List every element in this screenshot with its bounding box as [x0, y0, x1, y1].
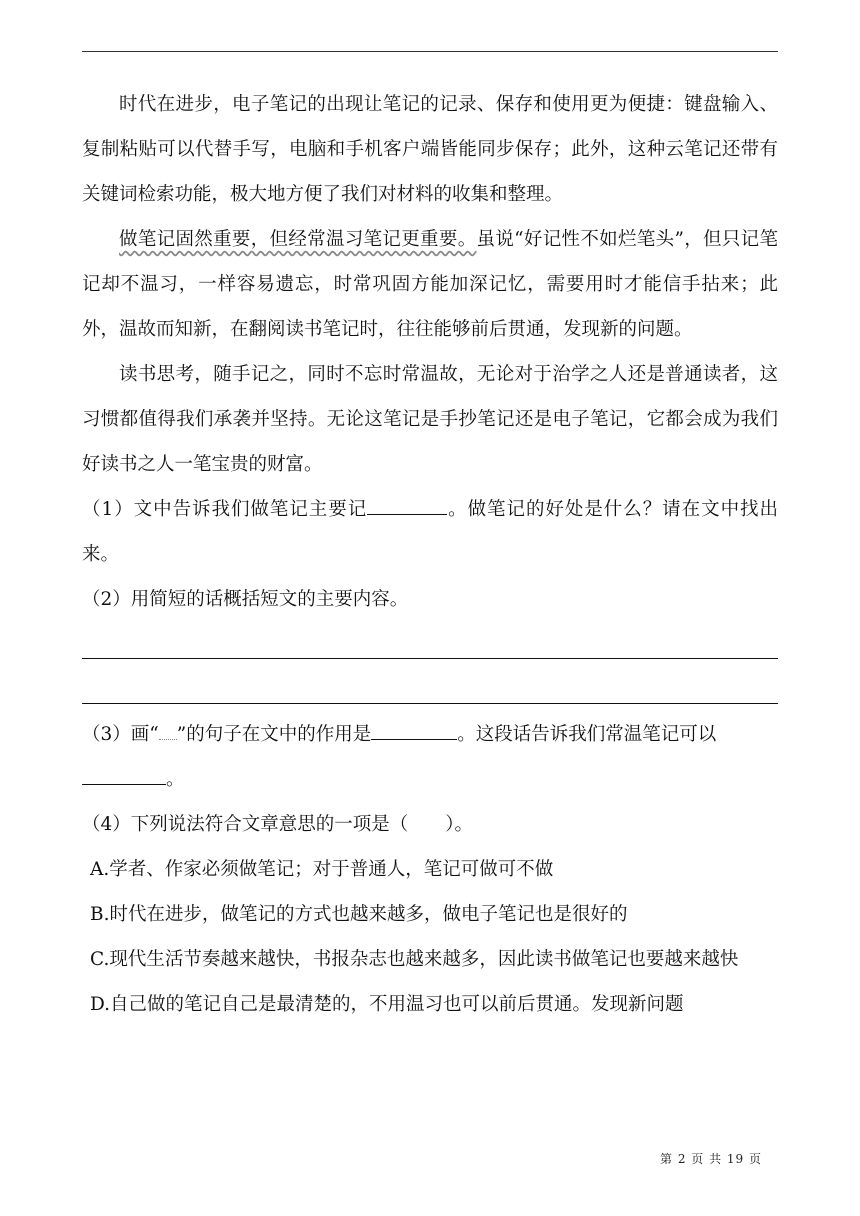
paragraph-review-notes-rest: 虽说“好记性不如烂笔头”，但只记笔记却不温习，一样容易遗忘，时常巩固方能加深记忆，需要用时才能信手拈来；此外，温故而知新，在翻阅读书笔记时，往往能够前后贯通，发现新的问题。 — [82, 229, 778, 340]
page-number: 第 2 页 共 19 页 — [660, 1152, 762, 1166]
page-content — [82, 82, 778, 1027]
paragraph-review-notes — [82, 217, 778, 352]
question-2: （2）用简短的话概括短文的主要内容。 — [82, 589, 409, 610]
paragraph-conclusion: 读书思考，随手记之，同时不忘时常温故，无论对于治学之人还是普通读者，这习惯都值得我们承袭并坚持。无论这笔记是手抄笔记还是电子笔记，它都会成为我们好读书之人一笔宝贵的财富。 — [82, 364, 778, 475]
answer-blank[interactable] — [367, 494, 447, 515]
paragraph-electronic-notes: 时代在进步，电子笔记的出现让笔记的记录、保存和使用更为便捷：键盘输入、复制粘贴可以代替手写，电脑和手机客户端皆能同步保存；此外，这种云笔记还带有关键词检索功能，极大地方便了我们对材料的收集和整理。 — [82, 94, 778, 205]
answer-blank[interactable] — [82, 764, 166, 785]
question-3 — [82, 712, 778, 802]
question-3-middle: ”的句子在文中的作用是 — [176, 724, 372, 745]
option-a[interactable]: A.学者、作家必须做笔记；对于普通人，笔记可做可不做 — [90, 859, 554, 880]
answer-blank[interactable] — [371, 719, 457, 740]
question-3-end: 。 — [166, 769, 185, 790]
answer-line[interactable] — [82, 622, 778, 667]
wavy-line-mark — [159, 729, 177, 740]
header-rule — [82, 51, 778, 52]
question-1 — [82, 487, 778, 577]
question-4: （4）下列说法符合文章意思的一项是（ ）。 — [82, 814, 474, 835]
question-3-suffix: 。这段话告诉我们常温笔记可以 — [457, 724, 717, 745]
question-1-suffix: 。做笔记的好处是什么？请在文中找出来。 — [82, 499, 778, 565]
option-b[interactable]: B.时代在进步，做笔记的方式也越来越多，做电子笔记也是很好的 — [90, 904, 628, 925]
wavy-underlined-sentence: 做笔记固然重要，但经常温习笔记更重要。 — [119, 229, 477, 250]
question-1-prefix: （1）文中告诉我们做笔记主要记 — [82, 499, 368, 520]
option-d[interactable]: D.自己做的笔记自己是最清楚的，不用温习也可以前后贯通。发现新问题 — [90, 994, 684, 1015]
option-c[interactable]: C.现代生活节奏越来越快，书报杂志也越来越多，因此读书做笔记也要越来越快 — [90, 949, 739, 970]
answer-line[interactable] — [82, 667, 778, 712]
question-3-prefix: （3）画“ — [82, 724, 159, 745]
